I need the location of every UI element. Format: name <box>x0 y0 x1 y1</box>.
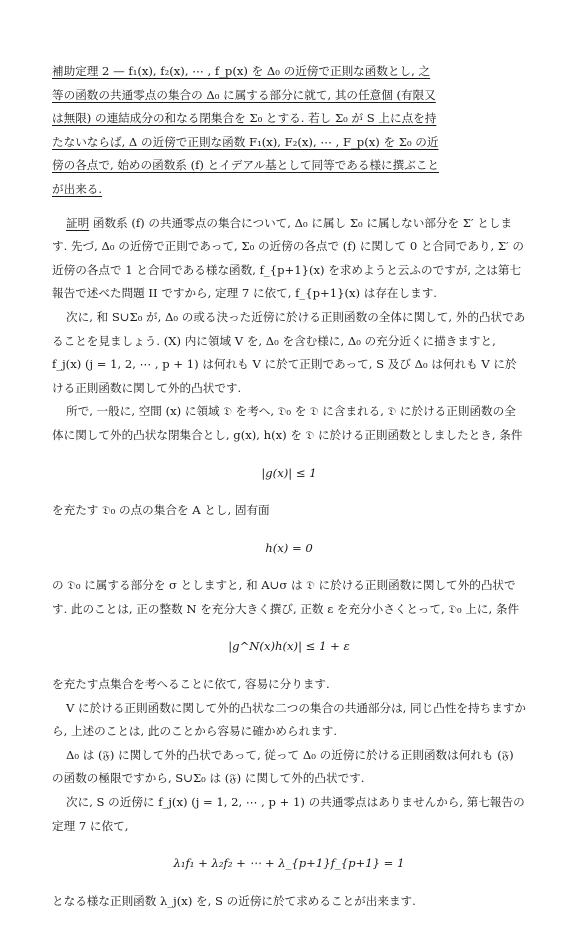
lemma-line-4 <box>52 131 526 155</box>
lemma-title: 補助定理 2 <box>52 64 110 78</box>
proof-label: 証明 <box>66 215 90 230</box>
proof-paragraph-1 <box>52 212 526 306</box>
formula-3: |g^N(x)h(x)| ≤ 1 + ε <box>228 639 350 654</box>
proof-paragraph-4: を充たす 𝔇₀ の点の集合を A とし, 固有面 <box>52 503 270 518</box>
formula-2: h(x) = 0 <box>265 540 313 555</box>
proof-paragraph-2: 次に, 和 S∪Σ₀ が, Δ₀ の或る決った近傍に於ける正則函数の全体に関して, 外的凸状であることを見ましょう. (X) 内に領域 V を, Δ₀ を含む様に, Δ₀ の充分近くに描きますと, f_j(x) (j = 1, 2, ⋯ , p + 1) は何れも V に於て正則であって, S 及び Δ₀ は何れも V に於ける正則函数に関して外的凸状です. <box>52 309 526 395</box>
proof-paragraph-8: Δ₀ は (𝔉) に関して外的凸状であって, 従って Δ₀ の近傍に於ける正則函数は何れも (𝔉) の函数の極限ですから, S∪Σ₀ は (𝔉) に関して外的凸状です. <box>52 747 514 786</box>
lemma-line-2 <box>52 84 526 108</box>
lemma-text-3: たないならば, Δ の近傍で正則な函数 F₁(x), F₂(x), ⋯ , F_p(x) を Σ₀ の近 <box>52 134 439 149</box>
lemma-line-3 <box>52 107 526 131</box>
lemma-line-1 <box>52 60 526 84</box>
proof-paragraph-5: の 𝔇₀ に属する部分を σ としますと, 和 A∪σ は 𝔇 に於ける正則函数に関して外的凸状です. 此のことは, 正の整数 N を充分大きく撰び, 正数 ε を充分小さくとって, 𝔇₀ 上に, 条件 <box>52 578 520 616</box>
lemma-text-1: 等の函数の共通零点の集合の Δ₀ に属する部分に就て, 其の任意個 (有限又 <box>52 87 436 102</box>
proof-paragraph-9: 次に, S の近傍に f_j(x) (j = 1, 2, ⋯ , p + 1) の共通零点はありませんから, 第七報告の定理 7 に依て, <box>52 795 525 833</box>
proof-paragraph-3: 所で, 一般に, 空間 (x) に領域 𝔇 を考へ, 𝔇₀ を 𝔇 に含まれる, 𝔇 に於ける正則函数の全体に関して外的凸状な閉集合とし, g(x), h(x) を 𝔇 に於ける正則函数としましたとき, 条件 <box>52 404 523 442</box>
lemma-block <box>52 60 526 202</box>
formula-4: λ₁f₁ + λ₂f₂ + ⋯ + λ_{p+1}f_{p+1} = 1 <box>173 856 405 871</box>
lemma-line-6 <box>52 178 526 202</box>
proof-text-1: 函数系 (f) の共通零点の集合について, Δ₀ に属し Σ₀ に属しない部分を Σ′ とします. 先づ, Δ₀ の近傍で正則であって, Σ₀ の近傍の各点で (f) に関して 0 と合同であり, Σ′ の近傍の各点で 1 と合同である様な函数, f_{p+1}(x) を求めようと云ふのですが, 之は第七報告で述べた問題 II ですから, 定理 7 に依て, f_{p+1}(x) は存在します. <box>52 215 524 301</box>
lemma-text-5: が出来る. <box>52 181 103 196</box>
lemma-line-5 <box>52 154 526 178</box>
proof-paragraph-7: V に於ける正則函数に関して外的凸状な二つの集合の共通部分は, 同じ凸性を持ちますから, 上述のことは, 此のことから容易に確かめられます. <box>52 700 526 739</box>
lemma-text-2: は無限) の連結成分の和なる閉集合を Σ₀ とする. 若し Σ₀ が S 上に点を持 <box>52 111 437 126</box>
proof-paragraph-10: となる様な正則函数 λ_j(x) を, S の近傍に於て求めることが出来ます. <box>52 893 416 908</box>
lemma-text-4: 傍の各点で, 始めの函数系 (f) とイデアル基として同等である様に撰ぶこと <box>52 158 440 173</box>
page-body <box>52 60 526 913</box>
formula-1: |g(x)| ≤ 1 <box>261 465 317 480</box>
lemma-text-0: — f₁(x), f₂(x), ⋯ , f_p(x) を Δ₀ の近傍で正則な函数とし, 之 <box>109 64 431 78</box>
proof-paragraph-6: を充たす点集合を考へることに依て, 容易に分ります. <box>52 677 330 692</box>
